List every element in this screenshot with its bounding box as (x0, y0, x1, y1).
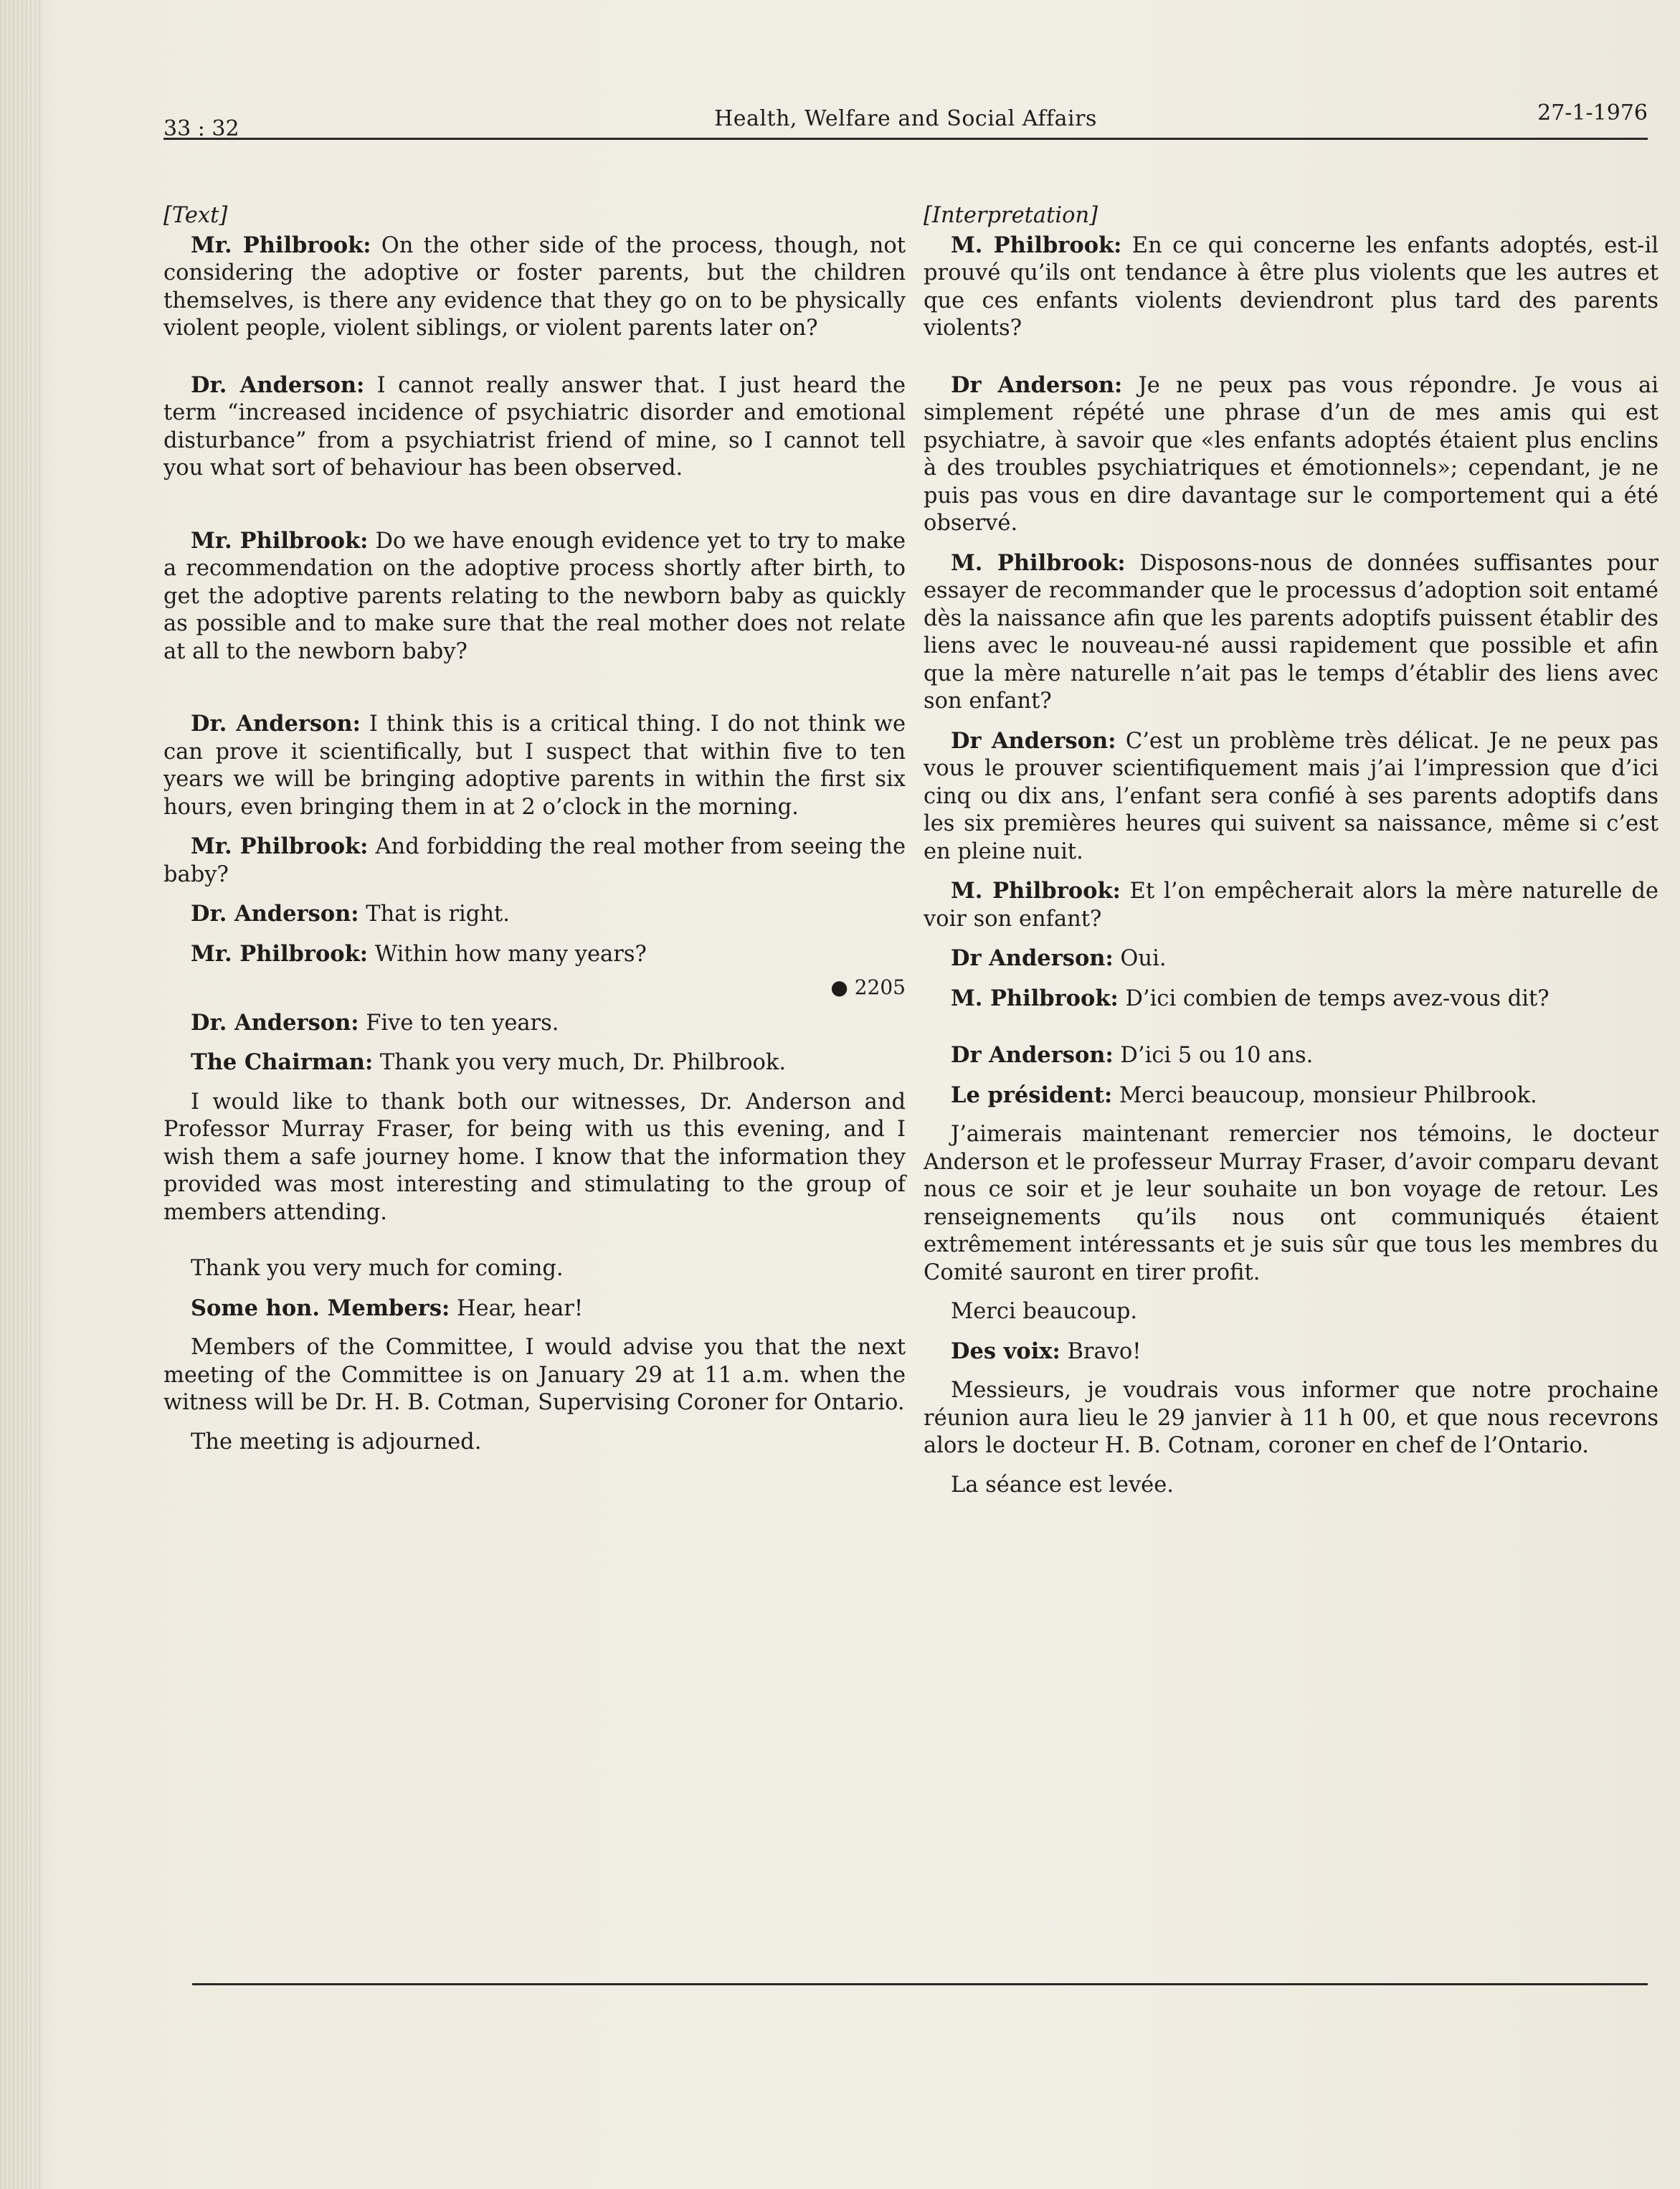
speech-text: Within how many years? (368, 941, 647, 967)
paragraph (163, 1255, 906, 1283)
paragraph (924, 1082, 1658, 1110)
paragraph (924, 1041, 1658, 1070)
speech-text: Disposons-nous de données suffisantes pour essayer de recommander que le processus d’adoption soit entamé dès la naissance afin que les parents adoptifs puissent établir des liens avec le nouveau-né aussi rapidement que possible et afin que la mère naturelle n’ait pas le temps d’établir des liens avec son enfant? (924, 550, 1659, 714)
speech-text: That is right. (359, 902, 510, 927)
english-column (163, 202, 906, 1456)
speech-text: And forbidding the real mother from seeing the baby? (163, 834, 906, 887)
speech-text: Members of the Committee, I would advise you that the next meeting of the Committee is on January 29 at 11 a.m. when the witness will be Dr. H. B. Cotman, Supervising Coroner for Ontario. (163, 1335, 906, 1415)
speaker-name: Mr. Philbrook: (191, 833, 369, 859)
paragraph (924, 1472, 1658, 1500)
paragraph (163, 1429, 906, 1457)
speaker-name: M. Philbrook: (951, 232, 1122, 258)
speech-text: J’aimerais maintenant remercier nos témoins, le docteur Anderson et le professeur Murray Fraser, d’avoir comparu devant nous ce soir et je leur souhaite un bon voyage de retour. Les renseignements qu’ils nous ont communiqués étaient extrêmement intéressants et je suis sûr que tous les membres du Comité sauront en tirer profit. (924, 1122, 1658, 1285)
speech-text: D’ici 5 ou 10 ans. (1113, 1043, 1314, 1068)
speech-text: C’est un problème très délicat. Je ne peux pas vous le prouver scientifiquement mais j’ai l’impression que d’ici cinq ou dix ans, l’enfant sera confié à ses parents adoptifs dans les six premières heures qui suivent sa naissance, même si c’est en pleine nuit. (924, 728, 1658, 864)
paragraph (924, 1338, 1658, 1366)
speech-text: I would like to thank both our witnesses, Dr. Anderson and Professor Murray Fraser, for being with us this evening, and I wish them a safe journey home. I know that the information they provided was most interesting and stimulating to the group of members attending. (163, 1089, 906, 1225)
speech-text: Je ne peux pas vous répondre. Je vous ai simplement répété une phrase d’un de mes amis qui est psychiatre, à savoir que «les enfants adoptés étaient plus enclins à des troubles psychiatriques et émotionnels»; cependant, je ne puis pas vous en dire davantage sur le comportement qui a été observé. (924, 372, 1658, 536)
speaker-name: Dr. Anderson: (191, 372, 365, 398)
speaker-name: Dr. Anderson: (191, 901, 359, 927)
speaker-name: Dr Anderson: (951, 372, 1123, 398)
french-column (924, 202, 1658, 1499)
paragraph (163, 833, 906, 889)
paragraph (163, 527, 906, 666)
paragraph (924, 727, 1658, 866)
paragraph (163, 232, 906, 343)
speech-text: D’ici combien de temps avez-vous dit? (1118, 985, 1550, 1011)
speech-text: Thank you very much, Dr. Philbrook. (373, 1050, 787, 1075)
speaker-name: Dr Anderson: (951, 945, 1114, 971)
paragraph (163, 1295, 906, 1323)
speech-text: Hear, hear! (450, 1295, 584, 1321)
header-rule (163, 138, 1648, 140)
paragraph (924, 549, 1658, 716)
speaker-name: Des voix: (951, 1338, 1060, 1364)
speaker-name: The Chairman: (191, 1049, 374, 1075)
speech-text: Oui. (1113, 946, 1167, 971)
speech-text: I cannot really answer that. I just heard the term “increased incidence of psychiatric disorder and emotional disturbance” from a psychiatrist friend of mine, so I cannot tell you what sort of behaviour has been observed. (163, 372, 906, 481)
paragraph (924, 1377, 1658, 1460)
speech-text: On the other side of the process, though, not considering the adoptive or foster parents, but the children themselves, is there any evidence that they go on to be physically violent people, violent siblings, or violent parents later on? (163, 232, 906, 341)
speech-text: Et l’on empêcherait alors la mère naturelle de voir son enfant? (924, 879, 1658, 932)
speech-text: En ce qui concerne les enfants adoptés, est-il prouvé qu’ils ont tendance à être plus violents que les autres et que ces enfants violents deviendront plus tard des parents violents? (924, 232, 1658, 341)
paragraph (163, 372, 906, 483)
paragraph (163, 1089, 906, 1227)
footer-rule (192, 1983, 1648, 1985)
speech-text: The meeting is adjourned. (191, 1429, 482, 1455)
speech-text: Merci beaucoup. (951, 1299, 1138, 1324)
speaker-name: Some hon. Members: (191, 1295, 450, 1321)
speaker-name: Dr. Anderson: (191, 1009, 359, 1036)
running-title: Health, Welfare and Social Affairs (714, 106, 1097, 131)
speaker-name: M. Philbrook: (951, 878, 1121, 904)
page-edge-shadow (0, 0, 43, 2189)
paragraph (924, 1298, 1658, 1326)
speech-text: Five to ten years. (359, 1010, 559, 1036)
paragraph (924, 877, 1658, 933)
time-marker: ● 2205 (830, 975, 906, 999)
speaker-name: Mr. Philbrook: (191, 527, 369, 554)
speaker-name: Dr. Anderson: (191, 711, 361, 737)
paragraph (163, 1049, 906, 1077)
speech-text: I think this is a critical thing. I do not think we can prove it scientifically, but I suspect that within five to ten years we will be bringing adoptive parents in within the first six hours, even bringing them in at 2 o’clock in the morning. (163, 711, 906, 820)
speech-text: Merci beaucoup, monsieur Philbrook. (1112, 1082, 1537, 1108)
speech-text: Thank you very much for coming. (191, 1256, 564, 1281)
speaker-name: Dr Anderson: (951, 1042, 1114, 1068)
paragraph (163, 900, 906, 929)
speaker-name: Mr. Philbrook: (191, 940, 369, 967)
paragraph (163, 1334, 906, 1417)
speech-text: Bravo! (1060, 1338, 1142, 1364)
paragraph (924, 232, 1658, 343)
speech-text: La séance est levée. (951, 1472, 1174, 1498)
paragraph (924, 945, 1658, 973)
page-header (163, 100, 1648, 143)
speaker-name: Mr. Philbrook: (191, 232, 371, 258)
paragraph (163, 1009, 906, 1038)
paragraph (924, 372, 1658, 538)
speech-text: Messieurs, je voudrais vous informer que notre prochaine réunion aura lieu le 29 janvier à 11 h 00, et que nous recevrons alors le docteur H. B. Cotnam, coroner en chef de l’Ontario. (924, 1378, 1658, 1458)
speaker-name: Dr Anderson: (951, 727, 1116, 754)
paragraph (163, 940, 906, 969)
paragraph (924, 1121, 1658, 1287)
paragraph (924, 985, 1658, 1013)
header-date: 27-1-1976 (1537, 100, 1648, 126)
speaker-name: M. Philbrook: (951, 549, 1126, 576)
page-folio: 33 : 32 (163, 116, 239, 141)
speaker-name: M. Philbrook: (951, 985, 1119, 1011)
speaker-name: Le président: (951, 1082, 1113, 1108)
column-label-text: [Text] (163, 203, 228, 228)
speech-text: Do we have enough evidence yet to try to make a recommendation on the adoptive process shortly after birth, to get the adoptive parents relating to the newborn baby as quickly as possible and to make sure that the real mother does not relate at all to the newborn baby? (163, 528, 906, 664)
column-label-interpretation: [Interpretation] (924, 203, 1098, 228)
paragraph (163, 710, 906, 821)
